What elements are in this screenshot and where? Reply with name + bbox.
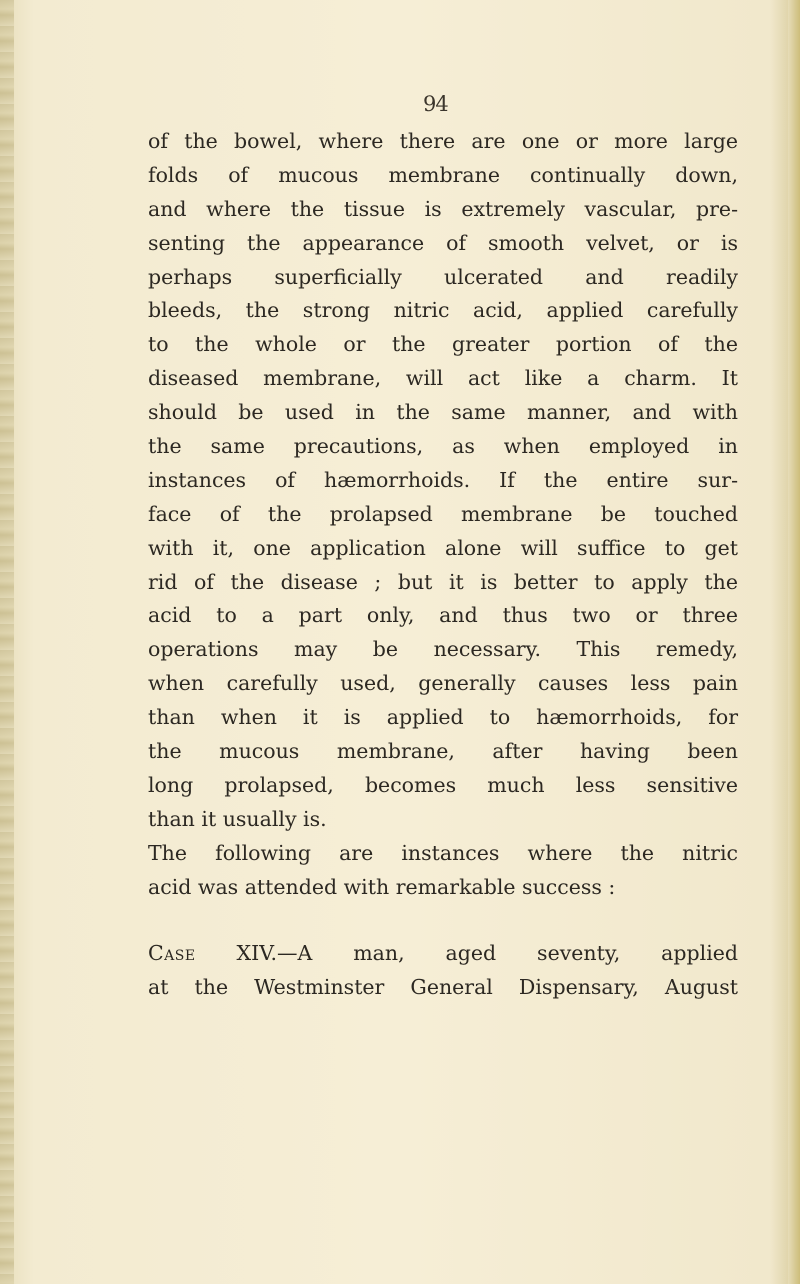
text-line: than it usually is. xyxy=(148,806,327,831)
text-line: operations may be necessary. This remedy, xyxy=(148,637,738,662)
paragraph-spacer xyxy=(148,904,738,937)
text-line: diseased membrane, will act like a charm. It xyxy=(148,366,738,391)
text-line: acid to a part only, and thus two or three xyxy=(148,603,738,628)
text-line: when carefully used, generally causes less pain xyxy=(148,671,738,696)
text-line: long prolapsed, becomes much less sensitive xyxy=(148,772,738,797)
page-binding-edge xyxy=(0,0,14,1284)
text-line: folds of mucous membrane continually down, xyxy=(148,162,738,187)
page-number: 94 xyxy=(423,92,448,116)
case-label: Case xyxy=(148,941,196,966)
paragraph-1 xyxy=(148,125,738,837)
page-right-edge xyxy=(788,0,800,1284)
text-line: the same precautions, as when employed in xyxy=(148,434,738,459)
text-line: rid of the disease ; but it is better to apply the xyxy=(148,569,738,594)
text-line: face of the prolapsed membrane be touched xyxy=(148,501,738,526)
text-line: the mucous membrane, after having been xyxy=(148,739,738,764)
paragraph-2 xyxy=(148,837,738,905)
text-line: bleeds, the strong nitric acid, applied carefully xyxy=(148,298,738,323)
case-heading-line xyxy=(148,937,738,971)
text-line: should be used in the same manner, and with xyxy=(148,400,738,425)
case-paragraph xyxy=(148,937,738,1005)
text-line: with it, one application alone will suffice to get xyxy=(148,535,738,560)
text-line: and where the tissue is extremely vascular, pre- xyxy=(148,196,738,221)
case-heading-rest: XIV.—A man, aged seventy, applied xyxy=(195,941,738,966)
text-line: acid was attended with remarkable success : xyxy=(148,874,616,899)
body-text xyxy=(148,125,738,1005)
text-line: at the Westminster General Dispensary, August xyxy=(148,975,738,1000)
text-line: of the bowel, where there are one or more large xyxy=(148,129,738,153)
text-line: instances of hæmorrhoids. If the entire sur- xyxy=(148,467,738,492)
text-line: The following are instances where the nitric xyxy=(148,840,738,865)
text-line: than when it is applied to hæmorrhoids, for xyxy=(148,705,738,730)
text-line: perhaps superficially ulcerated and readily xyxy=(148,264,738,289)
text-line: to the whole or the greater portion of the xyxy=(148,332,738,357)
text-line: senting the appearance of smooth velvet, or is xyxy=(148,230,738,255)
